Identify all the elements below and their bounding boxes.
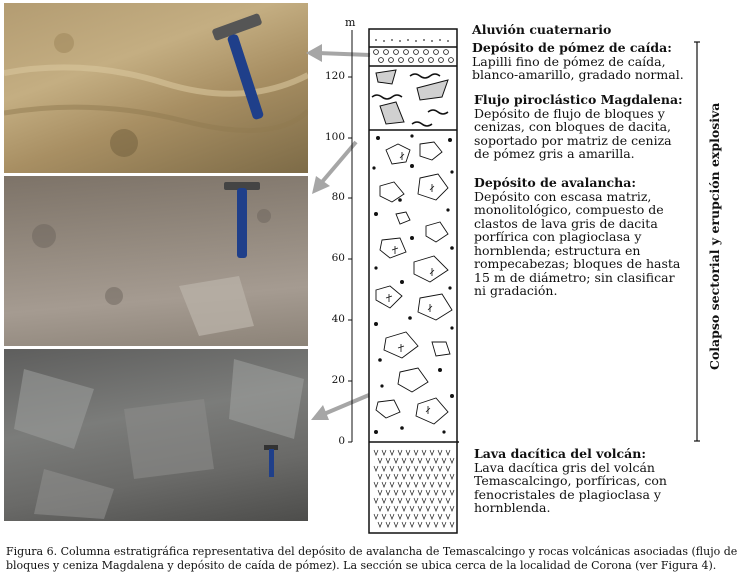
side-bracket [694, 42, 700, 441]
lava-v-pattern [374, 450, 454, 527]
unit-description: Depósito de flujo de bloques y cenizas, con bloques de dacita, soportado por matriz de ceniza de pómez gris a amarilla. [474, 105, 672, 161]
figure-caption: Figura 6. Columna estratigráfica representativa del depósito de avalancha de Temascalcingo y rocas volcánicas asociadas (flujo de bloques y ceniza Magdalena y depósito de caída de pómez). La sección se ubica cerca de la localidad de Corona (ver Figura 4). [6, 545, 738, 572]
axis-unit-label: m [345, 16, 356, 29]
column-outline [369, 29, 457, 533]
unit-title: Depósito de avalancha: [474, 175, 636, 190]
tick-label-20: 20 [331, 374, 345, 386]
tick-label-100: 100 [324, 131, 345, 143]
pumice-pattern [374, 50, 454, 63]
unit-description: Lapilli fino de pómez de caída, blanco-amarillo, gradado normal. [472, 53, 684, 82]
unit-dacitic-lava [474, 447, 684, 515]
unit-avalanche [474, 176, 684, 298]
avalanche-crystal-pattern [386, 152, 434, 414]
tick-label-60: 60 [331, 252, 345, 264]
unit-alluvium [472, 23, 692, 37]
unit-description: Depósito con escasa matriz, monolitológico, compuesto de clastos de lava gris de dacita porfírica con plagioclasa y hornblenda; estructura en rompecabezas; bloques de hasta 15 m de diámetro; sin clasificar ni gradación. [474, 188, 681, 298]
unit-title: Flujo piroclástico Magdalena: [474, 92, 683, 107]
lava-v-marks [374, 450, 454, 527]
alluvium-pattern [375, 39, 449, 42]
unit-pumice-fall [472, 41, 692, 82]
tick-label-120: 120 [324, 70, 345, 82]
arrow-to-bottom-photo [311, 395, 369, 420]
unit-title: Depósito de pómez de caída: [472, 40, 672, 55]
unit-title: Lava dacítica del volcán: [474, 446, 646, 461]
tick-label-0: 0 [338, 435, 345, 447]
tick-label-40: 40 [331, 313, 345, 325]
depth-axis [348, 30, 352, 442]
side-label: Colapso sectorial y erupción explosiva [707, 102, 722, 370]
unit-title: Aluvión cuaternario [472, 22, 612, 37]
unit-pyroclastic-flow [474, 93, 684, 161]
arrow-to-mid-photo [312, 142, 356, 194]
arrow-to-top-photo [306, 44, 370, 62]
avalanche-clast-pattern [376, 142, 452, 424]
pyroclastic-pattern [376, 70, 448, 124]
tick-label-80: 80 [331, 191, 345, 203]
unit-description: Lava dacítica gris del volcán Temascalcingo, porfíricas, con fenocristales de plagioclasa y hornblenda. [474, 459, 667, 515]
